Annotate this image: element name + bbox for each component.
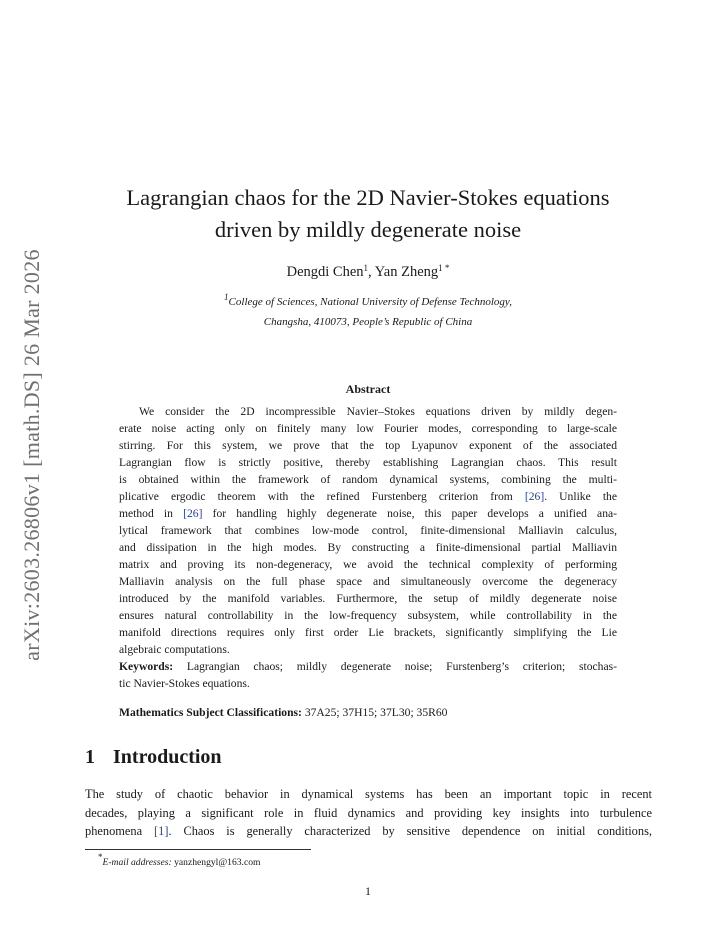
keywords-label: Keywords: xyxy=(119,660,174,673)
author-1: Dengdi Chen xyxy=(286,264,364,280)
title-line-2: driven by mildly degenerate noise xyxy=(214,217,522,242)
citation-link[interactable]: [1] xyxy=(154,824,169,838)
abstract-line: erate noise acting only on finitely many low Fourier modes, corresponding to large-scale xyxy=(119,422,617,435)
footnote-label: E-mail addresses: xyxy=(102,857,172,868)
intro-paragraph xyxy=(85,785,652,841)
footnote xyxy=(98,852,260,868)
author-list xyxy=(80,263,656,281)
abstract-line: Lagrangian flow is strictly positive, thereby establishing Lagrangian chaos. This result xyxy=(119,456,617,469)
abstract-text: method in xyxy=(119,507,173,520)
title-line-1: Lagrangian chaos for the 2D Navier-Stokes equations xyxy=(126,185,610,210)
keywords-text: Lagrangian chaos; mildly degenerate noise; Furstenberg’s criterion; stochas- xyxy=(186,660,617,673)
author-2-affil-mark: 1 * xyxy=(438,263,450,273)
abstract-line: and dissipation in the high modes. By constructing a finite-dimensional partial Malliavin xyxy=(119,541,617,554)
paper-title xyxy=(80,182,656,246)
section-title: Introduction xyxy=(113,746,222,768)
abstract-heading: Abstract xyxy=(345,382,391,396)
abstract-line: matrix and proving its non-degeneracy, we avoid the technical complexity of performing xyxy=(119,558,617,571)
abstract-line: manifold directions requires only first order Lie brackets, significantly simplifying the Lie xyxy=(119,626,617,639)
abstract-line: Malliavin analysis on the full phase space and simultaneously overcome the degeneracy xyxy=(119,575,617,588)
keywords-line-2: tic Navier-Stokes equations. xyxy=(119,677,250,690)
affiliation-text-1: College of Sciences, National University of Defense Technology, xyxy=(228,296,512,308)
abstract-line: introduced by the manifold variables. Furthermore, the setup of mildly degenerate noise xyxy=(119,592,617,605)
arxiv-stamp xyxy=(12,245,52,665)
msc-label: Mathematics Subject Classifications: xyxy=(119,706,302,719)
citation-link[interactable]: [26] xyxy=(524,490,545,503)
abstract-line: algebraic computations. xyxy=(119,643,230,656)
intro-text: . Chaos is generally characterized by sensitive dependence on initial conditions, xyxy=(168,824,652,838)
abstract-line: lytical framework that combines low-mode control, finite-dimensional Malliavin calculus, xyxy=(119,524,617,537)
msc-block xyxy=(119,704,617,721)
section-number: 1 xyxy=(85,746,95,768)
abstract-text: . Unlike the xyxy=(544,490,617,503)
affiliation-line-2: Changsha, 410073, People’s Republic of China xyxy=(263,316,473,328)
citation-link[interactable]: [26] xyxy=(183,507,203,520)
abstract-line: is obtained within the framework of random dynamical systems, combining the multi- xyxy=(119,473,617,486)
abstract-line xyxy=(119,505,617,522)
abstract-line: stirring. For this system, we prove that the top Lyapunov exponent of the associated xyxy=(119,439,617,452)
footnote-mark: * xyxy=(98,852,103,862)
intro-line xyxy=(85,822,652,841)
page-number: 1 xyxy=(365,884,371,898)
affiliation-mark: 1 xyxy=(224,292,229,302)
abstract-body xyxy=(119,403,617,658)
abstract-text: for handling highly degenerate noise, this paper develops a unified ana- xyxy=(212,507,617,520)
abstract-line xyxy=(119,488,617,505)
footnote-rule xyxy=(85,849,311,850)
msc-codes: 37A25; 37H15; 37L30; 35R60 xyxy=(304,706,448,719)
intro-line: decades, playing a significant role in fluid dynamics and providing key insights into turbulence xyxy=(85,805,652,820)
abstract-line: ensures natural controllability in the low-frequency subsystem, while controllability in the xyxy=(119,609,617,622)
author-separator: , xyxy=(368,264,375,280)
intro-line: The study of chaotic behavior in dynamical systems has been an important topic in recent xyxy=(85,787,652,801)
keywords-block xyxy=(119,658,617,692)
keywords-line xyxy=(119,658,617,675)
author-2: Yan Zheng xyxy=(374,264,439,280)
arxiv-identifier[interactable]: arXiv:2603.26806v1 [math.DS] 26 Mar 2026 xyxy=(19,249,44,661)
section-heading xyxy=(85,746,222,769)
abstract-text: plicative ergodic theorem with the refined Furstenberg criterion from xyxy=(119,490,513,503)
abstract-line: We consider the 2D incompressible Navier–Stokes equations driven by mildly degen- xyxy=(139,405,617,418)
affiliation-line-1 xyxy=(80,292,656,308)
author-1-affil-mark: 1 xyxy=(363,263,369,273)
footnote-email[interactable]: yanzhengyl@163.com xyxy=(174,857,261,868)
intro-text: phenomena xyxy=(85,824,143,838)
